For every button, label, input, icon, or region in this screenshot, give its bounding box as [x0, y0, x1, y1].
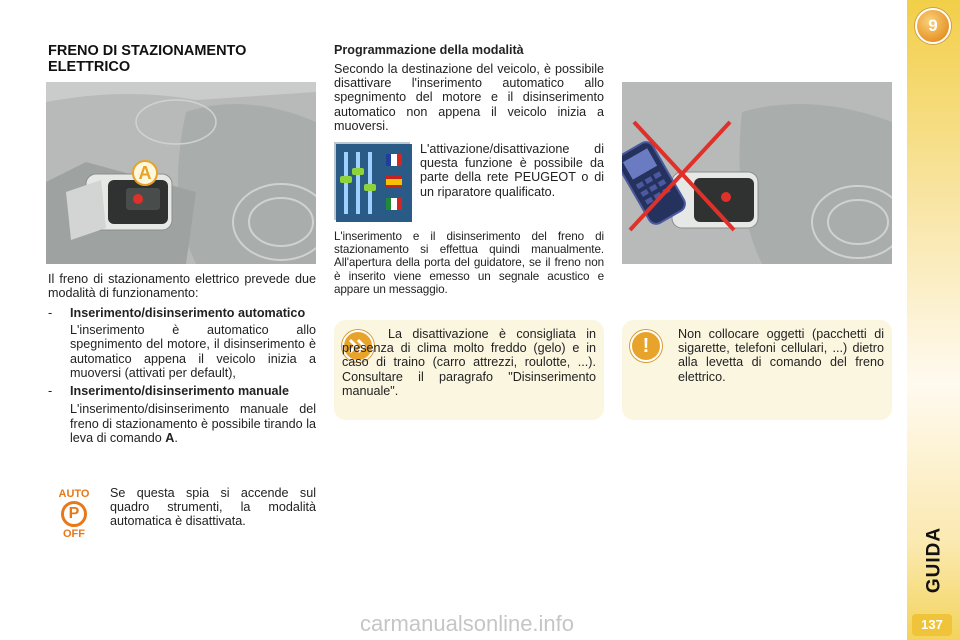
network-activation-text: L'attivazione/disattivazione di questa funzione è possibile da parte della rete PEUGEOT o di un riparatore qualificato.: [420, 142, 604, 199]
warning-lamp-text: Se questa spia si accende sul quadro strumenti, la modalità automatica è disattivata.: [110, 486, 316, 529]
warning-note-text: Non collocare oggetti (pacchetti di sigarette, telefoni cellulari, ...) dietro alla levetta di comando del freno elettrico.: [678, 327, 884, 384]
mode-manual-text: L'inserimento/disinserimento manuale del freno di stazionamento è possibile tirando la leva di comando A.: [70, 402, 316, 445]
phone-behind-lever-illustration: [622, 82, 892, 264]
parking-brake-lever-illustration: [46, 82, 316, 264]
lever-a-marker: A: [132, 160, 158, 186]
tip-note: [334, 320, 604, 420]
mode-item-automatic: - Inserimento/disinserimento automatico: [48, 306, 306, 320]
page-number: 137: [912, 614, 952, 636]
auto-p-off-lamp-icon: AUTO P OFF: [58, 488, 90, 540]
page-title: FRENO DI STAZIONAMENTO ELETTRICO: [48, 43, 247, 75]
intro-text: Il freno di stazionamento elettrico prevede due modalità di funzionamento:: [48, 272, 316, 301]
mode-automatic-text: L'inserimento è automatico allo spegnimento del motore, il disinserimento è automatico appena il veicolo inizia a muoversi (attivati per default),: [70, 323, 316, 380]
manual-operation-text: L'inserimento e il disinserimento del freno di stazionamento si effettua quindi manualmente. All'apertura della porta del guidatore, se il freno non è inserito viene emesso un segnale acustico e appare un messaggio.: [334, 230, 604, 296]
programming-text: Secondo la destinazione del veicolo, è possibile disattivare l'inserimento automatico allo spegnimento del motore e il disinserimento automatico non appena il veicolo inizia a muoversi.: [334, 62, 604, 133]
mode-list: [48, 306, 316, 445]
chapter-number-badge: 9: [915, 8, 951, 44]
warning-note: [622, 320, 892, 420]
chapter-title: GUIDA: [923, 526, 945, 594]
mode-item-manual: - Inserimento/disinserimento manuale: [48, 384, 290, 399]
tip-note-text: La disattivazione è consigliata in presenza di clima molto freddo (gelo) e in caso di traino (carro attrezzi, roulotte, ...). Consultare il paragrafo "Disinserimento manuale".: [342, 327, 596, 398]
watermark: carmanualsonline.info: [360, 611, 575, 636]
exclamation-icon: !: [630, 330, 662, 362]
diagnostic-settings-illustration: [334, 142, 410, 220]
section-heading: Programmazione della modalità: [334, 43, 524, 57]
